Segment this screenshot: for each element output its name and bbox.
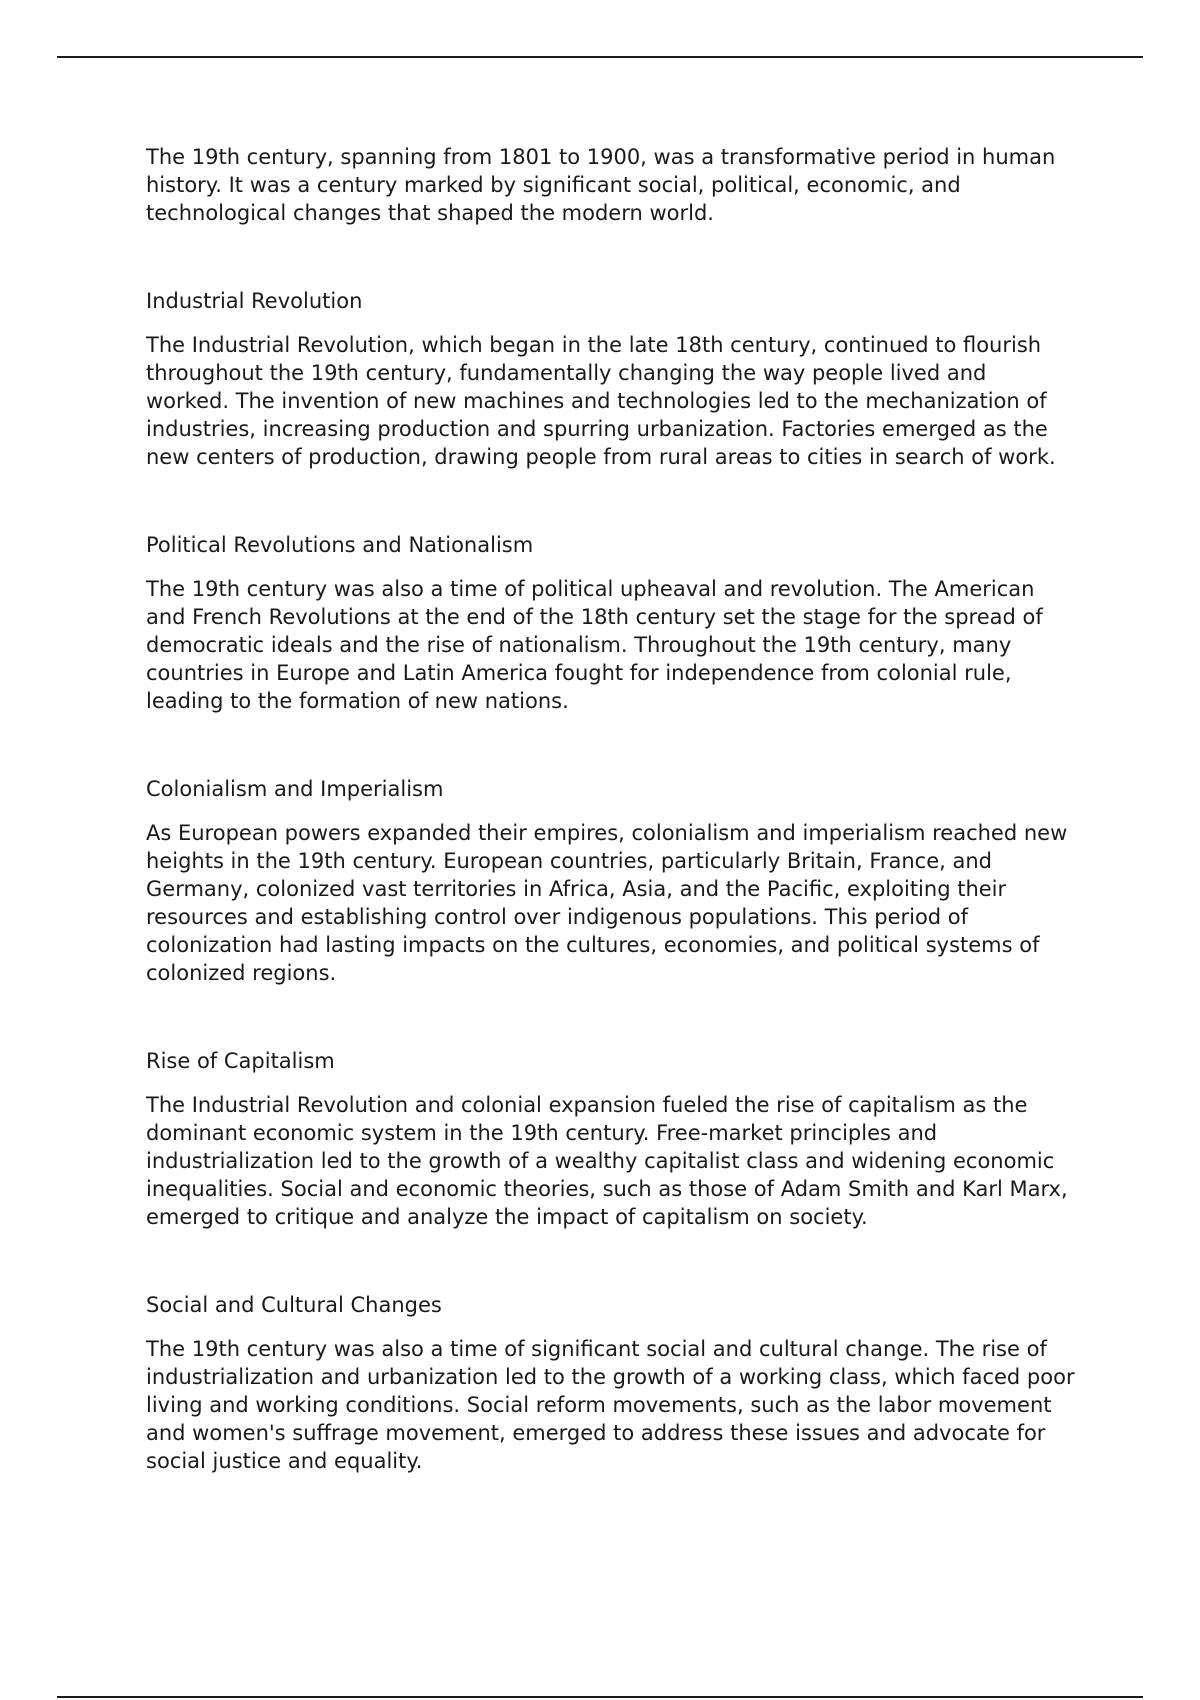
section-industrial-revolution [146,287,1076,471]
intro-paragraph: The 19th century, spanning from 1801 to 1900, was a transformative period in human history. It was a century marked by significant social, political, economic, and technological changes that shaped the modern world. [146,145,1056,225]
section-heading: Industrial Revolution [146,289,363,313]
section-heading: Social and Cultural Changes [146,1293,442,1317]
section-social-cultural-changes [146,1291,1076,1475]
section-colonialism [146,775,1076,987]
section-paragraph: The 19th century was also a time of political upheaval and revolution. The American and French Revolutions at the end of the 18th century set the stage for the spread of democratic ideals and the rise of nationalism. Throughout the 19th century, many countries in Europe and Latin America fought for independence from colonial rule, leading to the formation of new nations. [146,577,1043,713]
document-body [146,143,1076,1475]
section-political-revolutions [146,531,1076,715]
header-rule [57,56,1143,58]
section-paragraph: The Industrial Revolution and colonial expansion fueled the rise of capitalism as the dominant economic system in the 19th century. Free-market principles and industrialization led to the growth of a wealthy capitalist class and widening economic inequalities. Social and economic theories, such as those of Adam Smith and Karl Marx, emerged to critique and analyze the impact of capitalism on society. [146,1093,1068,1229]
section-rise-of-capitalism [146,1047,1076,1231]
section-heading: Political Revolutions and Nationalism [146,533,534,557]
section-heading: Rise of Capitalism [146,1049,335,1073]
section-paragraph: The 19th century was also a time of significant social and cultural change. The rise of industrialization and urbanization led to the growth of a working class, which faced poor living and working conditions. Social reform movements, such as the labor movement and women's suffrage movement, emerged to address these issues and advocate for social justice and equality. [146,1337,1075,1473]
section-paragraph: The Industrial Revolution, which began in the late 18th century, continued to flourish throughout the 19th century, fundamentally changing the way people lived and worked. The invention of new machines and technologies led to the mechanization of industries, increasing production and spurring urbanization. Factories emerged as the new centers of production, drawing people from rural areas to cities in search of work. [146,333,1056,469]
section-paragraph: As European powers expanded their empires, colonialism and imperialism reached new heights in the 19th century. European countries, particularly Britain, France, and Germany, colonized vast territories in Africa, Asia, and the Pacific, exploiting their resources and establishing control over indigenous populations. This period of colonization had lasting impacts on the cultures, economies, and political systems of colonized regions. [146,821,1068,985]
footer-rule [57,1696,1143,1698]
section-heading: Colonialism and Imperialism [146,777,444,801]
